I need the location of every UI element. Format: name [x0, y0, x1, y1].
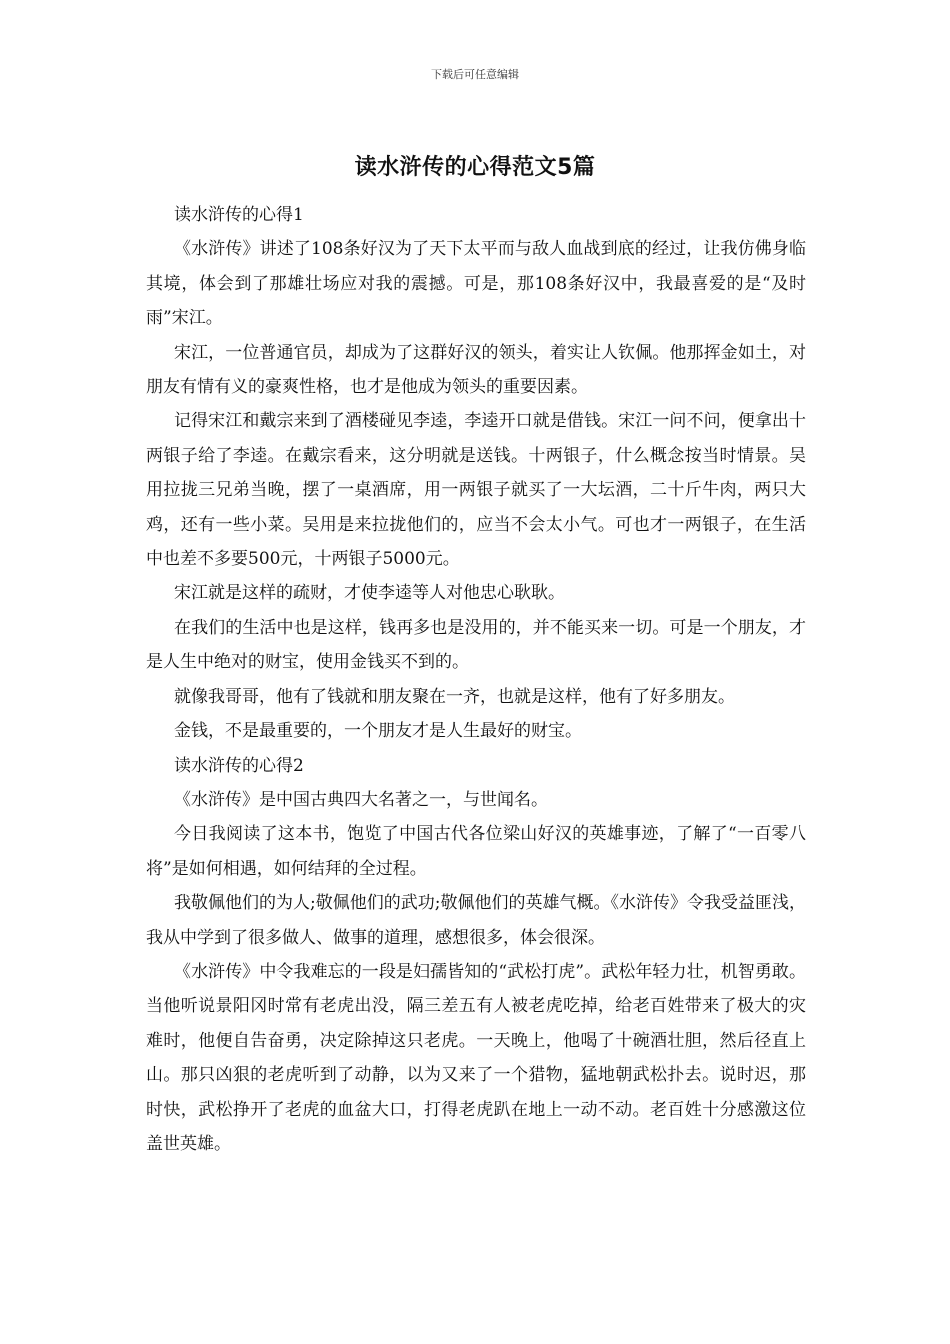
document-body: [146, 198, 806, 1161]
paragraph: 《水浒传》是中国古典四大名著之一，与世闻名。: [174, 789, 548, 810]
page-header-note: 下载后可任意编辑: [431, 68, 519, 81]
section-heading-2: 读水浒传的心得2: [174, 755, 304, 776]
section-heading-1: 读水浒传的心得1: [174, 205, 304, 225]
paragraph: 记得宋江和戴宗来到了酒楼碰见李逵，李逵开口就是借钱。宋江一问不问，便拿出十两银子给了李逵。在戴宗看来，这分明就是送钱。十两银子，什么概念按当时情景。吴用拉拢三兄弟当晚，摆了一桌酒席，用一两银子就买了一大坛酒，二十斤牛肉，两只大鸡，还有一些小菜。吴用是来拉拢他们的，应当不会太小气。可也才一两银子，在生活中也差不多要500元，十两银子5000元。: [146, 411, 806, 570]
paragraph: 我敬佩他们的为人;敬佩他们的武功;敬佩他们的英雄气概。《水浒传》令我受益匪浅，我从中学到了很多做人、做事的道理，感想很多，体会很深。: [146, 893, 806, 948]
document-title: 读水浒传的心得范文5篇: [354, 155, 596, 180]
paragraph: 在我们的生活中也是这样，钱再多也是没用的，并不能买来一切。可是一个朋友，才是人生中绝对的财宝，使用金钱买不到的。: [146, 617, 806, 673]
paragraph: 金钱，不是最重要的，一个朋友才是人生最好的财宝。: [174, 721, 582, 742]
paragraph: 今日我阅读了这本书，饱览了中国古代各位梁山好汉的英雄事迹，了解了“一百零八将”是如何相遇，如何结拜的全过程。: [146, 824, 806, 879]
paragraph: 宋江就是这样的疏财，才使李逵等人对他忠心耿耿。: [174, 583, 565, 604]
paragraph: 宋江，一位普通官员，却成为了这群好汉的领头，着实让人钦佩。他那挥金如土，对朋友有情有义的豪爽性格，也才是他成为领头的重要因素。: [146, 342, 806, 398]
paragraph: 就像我哥哥，他有了钱就和朋友聚在一齐，也就是这样，他有了好多朋友。: [174, 686, 735, 707]
paragraph: 《水浒传》讲述了108条好汉为了天下太平而与敌人血战到底的经过，让我仿佛身临其境，体会到了那雄壮场应对我的震撼。可是，那108条好汉中，我最喜爱的是“及时雨”宋江。: [146, 239, 806, 329]
paragraph: 《水浒传》中令我难忘的一段是妇孺皆知的“武松打虎”。武松年轻力壮，机智勇敢。当他听说景阳冈时常有老虎出没，隔三差五有人被老虎吃掉，给老百姓带来了极大的灾难时，他便自告奋勇，决定除掉这只老虎。一天晚上，他喝了十碗酒壮胆，然后径直上山。那只凶狠的老虎听到了动静，以为又来了一个猎物，猛地朝武松扑去。说时迟，那时快，武松挣开了老虎的血盆大口，打得老虎趴在地上一动不动。老百姓十分感激这位盖世英雄。: [146, 961, 806, 1154]
